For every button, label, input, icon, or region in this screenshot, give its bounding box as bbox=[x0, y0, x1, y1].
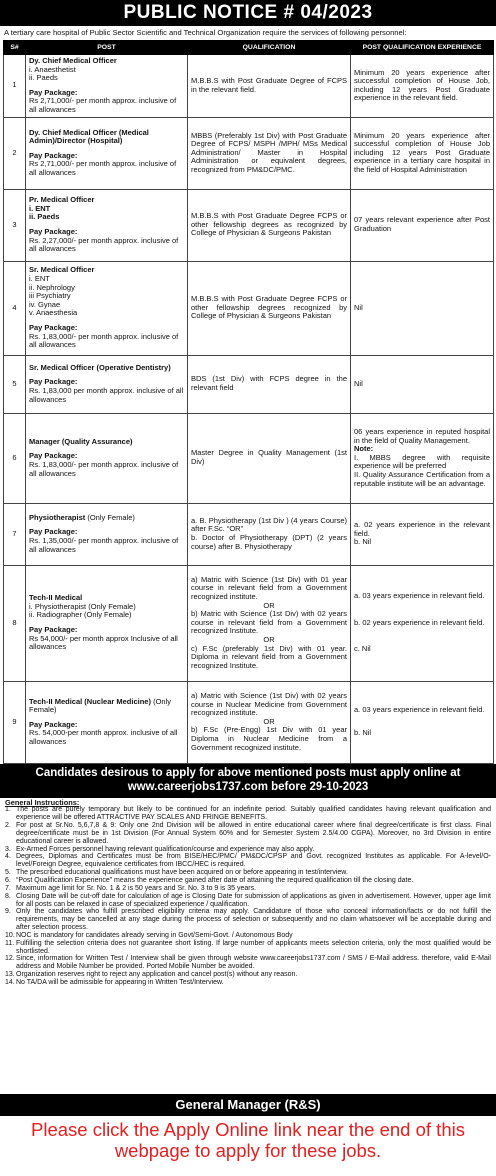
post-cell bbox=[26, 681, 188, 763]
pay-package-value: Rs. 1,83,000/- per month approx. inclusive of all allowances bbox=[29, 331, 179, 350]
experience-item: a. 03 years experience in relevant field. bbox=[354, 591, 485, 601]
post-sub-item: i. Anaesthetist bbox=[29, 64, 76, 74]
experience-item: I. MBBS degree with requisite experience will be preferred bbox=[354, 452, 490, 471]
post-cell bbox=[26, 413, 188, 503]
instruction-item bbox=[5, 846, 491, 854]
instruction-item bbox=[5, 955, 491, 971]
apply-notice-line1: Candidates desirous to apply for above mentioned posts must apply online at bbox=[35, 766, 461, 779]
instruction-text: The prescribed educational qualifications must have been acquired on or before appearing in test/interview. bbox=[16, 869, 348, 877]
or-separator: OR bbox=[263, 634, 275, 644]
table-header-row bbox=[4, 41, 494, 55]
instruction-number: 10. bbox=[5, 931, 15, 939]
row-number: 1 bbox=[4, 55, 26, 118]
row-number: 5 bbox=[4, 355, 26, 413]
experience-cell bbox=[351, 413, 494, 503]
experience-item: 06 years experience in reputed hospital in the field of Quality Management. bbox=[354, 426, 490, 445]
experience-item: Minimum 20 years experience after successful completion of House Job, including 12 years Post Graduate experience in the relevant field. bbox=[354, 67, 490, 103]
instruction-number: 12. bbox=[5, 955, 15, 963]
pay-package-value: Rs. 1,35,000/- per month approx. inclusive of all allowances bbox=[29, 536, 179, 554]
experience-cell bbox=[351, 189, 494, 261]
qualification-item: b. Doctor of Physiotherapy (DPT) (2 years course) after B. Physiotherapy bbox=[191, 533, 347, 551]
experience-item: a. 02 years experience in the relevant field. bbox=[354, 520, 490, 538]
general-instructions bbox=[0, 798, 496, 987]
instruction-text: Only the candidates who fulfill prescribed eligibility criteria may apply. Candidature of those who conceal information/facts or do not fulfill the requirements, may be cancelled at any stage during the process of selection or subsequently and no claim whatsoever will be acceptable during and after selection process. bbox=[16, 908, 491, 932]
instruction-text: Degrees, Diplomas and Certificates must be from BISE/HEC/PMC/ PM&DC/CPSP and Govt. recognized Institutes as applicable. For A-level/O-level/Foreign Degree, equivalence certificates from IBCC/HEC is required. bbox=[16, 853, 491, 869]
instruction-number: 2. bbox=[5, 822, 11, 830]
table-row bbox=[4, 355, 494, 413]
post-title: Sr. Medical Officer (Operative Dentistry) bbox=[29, 362, 171, 372]
experience-item: b. Nil bbox=[354, 537, 372, 547]
table-row bbox=[4, 55, 494, 118]
table-row bbox=[4, 413, 494, 503]
row-number: 6 bbox=[4, 413, 26, 503]
post-sub-item: i. ENT bbox=[29, 273, 50, 283]
experience-item: b. Nil bbox=[354, 728, 372, 738]
intro-text: A tertiary care hospital of Public Sector Scientific and Technical Organization require the services of following personnel: bbox=[4, 28, 407, 37]
post-title-note: (Only Female) bbox=[85, 512, 135, 522]
post-title: Dy. Chief Medical Officer bbox=[29, 56, 117, 65]
post-title: Tech-II Medical (Nuclear Medicine) bbox=[29, 696, 151, 706]
pay-package-value: Rs. 1,83,000/- per month approx. inclusive of all allowances bbox=[29, 460, 179, 478]
instruction-number: 11. bbox=[5, 939, 15, 947]
pay-package-label: Pay Package: bbox=[29, 625, 78, 635]
pay-package-value: Rs. 2,27,000/- per month approx. inclusive of all allowances bbox=[29, 235, 179, 254]
table-row bbox=[4, 503, 494, 565]
instruction-item bbox=[5, 822, 491, 846]
instruction-number: 6. bbox=[5, 877, 11, 884]
qualification-item: MBBS (Preferably 1st Div) with Post Graduate Degree of FCPS/ MSPH /MPH/ MSs Medical Administration/ Master in Hospital Administration or equivalent degrees, recognized from PM&DC/PMC. bbox=[191, 130, 347, 174]
instruction-text: Since, information for Written Test / Interview shall be given through website www.careerjobs1737.com / SMS / E-Mail address. therefore, valid E-Mail address and Mobile Number be provided. Ported Mobile Number be avoided. bbox=[16, 955, 491, 971]
instruction-item bbox=[5, 971, 491, 979]
instruction-item bbox=[5, 853, 491, 869]
post-title: Pr. Medical Officer bbox=[29, 195, 95, 205]
post-title: Dy. Chief Medical Officer (Medical Admin)/Director (Hospital) bbox=[29, 127, 149, 146]
instruction-number: 7. bbox=[5, 884, 11, 892]
qualification-cell bbox=[188, 261, 351, 355]
experience-cell bbox=[351, 565, 494, 681]
posts-table bbox=[3, 40, 494, 764]
instruction-number: 1. bbox=[5, 806, 11, 814]
qualification-item: a) Matric with Science (1st Div) with 02 years course in Nuclear Medicine from Government recognized institute. bbox=[191, 690, 347, 718]
instruction-item bbox=[5, 806, 491, 822]
post-title: Manager (Quality Assurance) bbox=[29, 436, 133, 446]
apply-notice bbox=[0, 764, 496, 798]
post-title: Tech-II Medical bbox=[29, 593, 83, 603]
experience-item: Nil bbox=[354, 378, 363, 388]
post-cell bbox=[26, 355, 188, 413]
qualification-item: BDS (1st Div) with FCPS degree in the relevant field bbox=[191, 374, 347, 393]
row-number: 8 bbox=[4, 565, 26, 681]
table-row bbox=[4, 261, 494, 355]
post-sub-item: ii. Nephrology bbox=[29, 282, 75, 292]
qualification-item: M.B.B.S with Post Graduate Degree FCPS or other fellowship degrees recognized by College of Physician & Surgeons Pakistan bbox=[191, 294, 347, 321]
instruction-number: 9. bbox=[5, 908, 11, 916]
instruction-item bbox=[5, 940, 491, 956]
header-post: POST bbox=[26, 41, 188, 55]
experience-item: a. 03 years experience in relevant field. bbox=[354, 705, 485, 715]
qualification-cell bbox=[188, 55, 351, 118]
pay-package-label: Pay Package: bbox=[29, 227, 78, 237]
row-number: 3 bbox=[4, 189, 26, 261]
instruction-number: 14. bbox=[5, 978, 15, 986]
table-row bbox=[4, 117, 494, 189]
instruction-item bbox=[5, 908, 491, 932]
pay-package-label: Pay Package: bbox=[29, 322, 78, 332]
qualification-item: M.B.B.S with Post Graduate Degree of FCPS in the relevant field. bbox=[191, 76, 347, 94]
instruction-item bbox=[5, 932, 491, 940]
instruction-text: Organization reserves right to reject any application and cancel post(s) without any reason. bbox=[16, 971, 298, 979]
qualification-cell bbox=[188, 503, 351, 565]
experience-cell bbox=[351, 117, 494, 189]
post-cell bbox=[26, 261, 188, 355]
instruction-number: 3. bbox=[5, 845, 11, 853]
instruction-text: “Post Qualification Experience” means the experience gained after date of attaining the required qualification till the closing date. bbox=[16, 877, 414, 884]
row-number: 4 bbox=[4, 261, 26, 355]
qualification-cell bbox=[188, 413, 351, 503]
qualification-item: c) F.Sc (preferably 1st Div) with 01 year. Diploma in relevant field from a Government recognized Institute. bbox=[191, 643, 347, 670]
post-sub-item: ii. Paeds bbox=[29, 73, 58, 83]
post-sub-item: i. ENT bbox=[29, 203, 51, 213]
post-title-note: (Only Female) bbox=[29, 696, 171, 715]
qualification-item: b) Matric with Science (1st Div) with 02 years course in relevant field from a Government recognized Institute. bbox=[191, 609, 347, 636]
table-row bbox=[4, 681, 494, 763]
experience-cell bbox=[351, 681, 494, 763]
row-number: 2 bbox=[4, 117, 26, 189]
instruction-item bbox=[5, 979, 491, 987]
table-row bbox=[4, 565, 494, 681]
instruction-item bbox=[5, 885, 491, 893]
instruction-item bbox=[5, 893, 491, 909]
post-cell bbox=[26, 55, 188, 118]
promo-text[interactable]: Please click the Apply Online link near the end of this webpage to apply for these jobs. bbox=[31, 1119, 465, 1161]
instruction-text: Maximum age limit for Sr. No. 1 & 2 is 50 years and Sr. No. 3 to 9 is 35 years. bbox=[16, 884, 257, 892]
experience-item: Minimum 20 years experience after successful completion of House Job including 12 years Post Graduate experience in a tertiary care hospital in the field of Hospital Administration bbox=[354, 130, 490, 174]
qualification-cell bbox=[188, 117, 351, 189]
instruction-item bbox=[5, 869, 491, 877]
notice-title: PUBLIC NOTICE # 04/2023 bbox=[0, 0, 496, 26]
instruction-number: 4. bbox=[5, 853, 11, 861]
pay-package-value: Rs 54,000/- per month approx Inclusive of all allowances bbox=[29, 633, 178, 652]
header-experience: POST QUALIFICATION EXPERIENCE bbox=[351, 41, 494, 55]
post-sub-item: i. Physiotherapist (Only Female) bbox=[29, 601, 136, 611]
general-instructions-title: General Instructions: bbox=[5, 797, 80, 807]
qualification-cell bbox=[188, 355, 351, 413]
instruction-text: Ex-Armed Forces personnel having relevant qualification/course and experience may also apply. bbox=[16, 845, 315, 853]
qualification-cell bbox=[188, 565, 351, 681]
qualification-cell bbox=[188, 189, 351, 261]
row-number: 9 bbox=[4, 681, 26, 763]
or-separator: OR bbox=[263, 716, 275, 726]
instruction-number: 8. bbox=[5, 892, 11, 900]
qualification-cell bbox=[188, 681, 351, 763]
or-separator: OR bbox=[263, 600, 275, 610]
row-number: 7 bbox=[4, 503, 26, 565]
post-cell bbox=[26, 117, 188, 189]
experience-cell bbox=[351, 55, 494, 118]
experience-item: II. Quality Assurance Certification from a reputable institute will be an advantage. bbox=[354, 469, 490, 488]
table-row bbox=[4, 189, 494, 261]
header-sno: S# bbox=[4, 41, 26, 55]
instruction-number: 13. bbox=[5, 971, 15, 979]
post-cell bbox=[26, 189, 188, 261]
post-sub-item: v. Anaesthesia bbox=[29, 308, 78, 318]
pay-package-label: Pay Package: bbox=[29, 377, 78, 387]
experience-item: Nil bbox=[354, 302, 363, 312]
instruction-text: NOC is mandatory for candidates already serving in Govt/Semi-Govt. / Autonomous Body bbox=[16, 931, 293, 939]
post-cell bbox=[26, 503, 188, 565]
pay-package-value: Rs. 1,83,000 per month approx. inclusive of all allowances bbox=[29, 386, 184, 404]
qualification-item: a. B. Physiotherapy (1st Div ) (4 years Course) after F.Sc. “OR” bbox=[191, 515, 347, 534]
instruction-text: Fulfilling the selection criteria does not guarantee short listing. If large number of applicants meets selection criteria, only the most qualified would be shortlisted. bbox=[16, 939, 491, 955]
qualification-item: b) F.Sc (Pre-Engg) 1st Div with 01 year Diploma in Nuclear Medicine from a Government recognized institute. bbox=[191, 725, 347, 752]
post-title: Sr. Medical Officer bbox=[29, 265, 95, 275]
experience-item: c. Nil bbox=[354, 644, 371, 654]
qualification-item: M.B.B.S with Post Graduate Degree FCPS or other fellowship degrees as recognized by College of Physician & Surgeons Pakistan bbox=[191, 211, 347, 238]
instruction-text: Closing Date will be cut-off date for calculation of age is Closing Date for submission of applications as given in advertisement. However, upper age limit for all posts can be relaxed in case of specialized experience / qualification. bbox=[16, 892, 491, 908]
post-cell bbox=[26, 565, 188, 681]
instruction-item bbox=[5, 877, 491, 885]
experience-cell bbox=[351, 355, 494, 413]
experience-item: Note: bbox=[354, 444, 374, 454]
post-title: Physiotherapist bbox=[29, 512, 86, 522]
pay-package-label: Pay Package: bbox=[29, 87, 78, 97]
instruction-text: The posts are purely temporary but likely to be continued for an indefinite period. Suitably qualified candidates having relevant qualification and experience will be offered ATTRACTIVE PAY SCALES AND FRINGE BENEFITS. bbox=[16, 806, 491, 822]
experience-item: 07 years relevant experience after Post Graduation bbox=[354, 215, 490, 234]
pay-package-label: Pay Package: bbox=[29, 719, 78, 729]
footer-signature: General Manager (R&S) bbox=[0, 1094, 496, 1116]
apply-link[interactable]: www.careerjobs1737.com before 29-10-2023 bbox=[127, 780, 369, 793]
pay-package-label: Pay Package: bbox=[29, 527, 78, 537]
pay-package-value: Rs 2,71,000/- per month approx. inclusive of all allowances bbox=[29, 96, 177, 114]
experience-cell bbox=[351, 503, 494, 565]
experience-item: b. 02 years experience in relevant field. bbox=[354, 617, 485, 627]
post-sub-item: iv. Gynae bbox=[29, 299, 61, 309]
qualification-item: a) Matric with Science (1st Div) with 01 year course in relevant field from a Government recognized institute. bbox=[191, 574, 347, 601]
pay-package-label: Pay Package: bbox=[29, 150, 78, 160]
pay-package-value: Rs. 54,000-per month approx. inclusive of all allowances bbox=[29, 728, 178, 746]
qualification-item: Master Degree in Quality Management (1st Div) bbox=[191, 448, 347, 467]
post-sub-item: iii Psychiatry bbox=[29, 291, 71, 301]
instruction-number: 5. bbox=[5, 869, 11, 877]
instruction-text: For post at Sr.No. 5,6,7,8 & 9: Only one 2nd Division will be allowed in entire educational career where final degree/certificate is first class. Final degree/certificate must be in 1st Division (For Annual System 60% and for Semester System 2.5/4.00 CGPA). Moreover, no 3rd Division in entire educational career is allowed. bbox=[16, 822, 491, 845]
pay-package-label: Pay Package: bbox=[29, 451, 78, 461]
post-sub-item: ii. Radiographer (Only Female) bbox=[29, 610, 132, 620]
post-sub-item: ii. Paeds bbox=[29, 212, 60, 222]
pay-package-value: Rs 2,71,000/- per month approx. inclusive of all allowances bbox=[29, 159, 177, 177]
experience-cell bbox=[351, 261, 494, 355]
instruction-text: No TA/DA will be admissible for appearing in Written Test/Interview. bbox=[16, 978, 224, 986]
header-qualification: QUALIFICATION bbox=[188, 41, 351, 55]
